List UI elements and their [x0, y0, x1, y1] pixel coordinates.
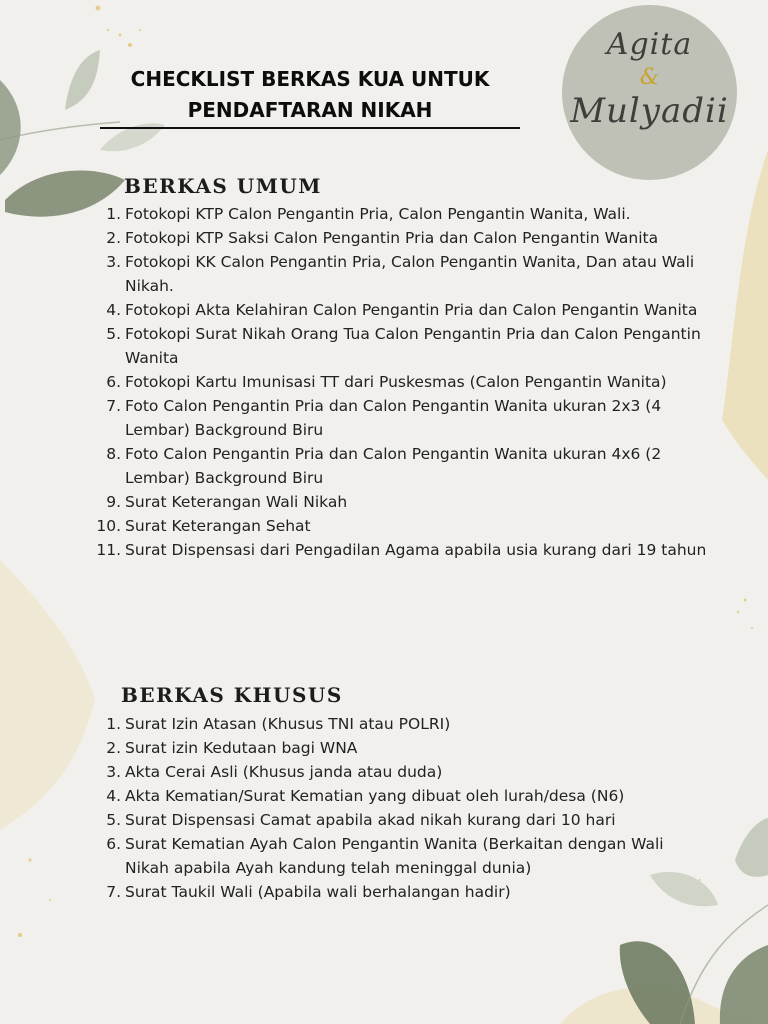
list-item [88, 394, 708, 442]
list-item-number: 2. [106, 739, 121, 757]
list-item-number: 6. [106, 835, 121, 853]
list-item-text: Akta Kematian/Surat Kematian yang dibuat oleh lurah/desa (N6) [125, 787, 625, 805]
list-item-text: Surat Dispensasi Camat apabila akad nikah kurang dari 10 hari [125, 811, 616, 829]
gold-wash-right [722, 150, 768, 480]
list-item-number: 8. [106, 445, 121, 463]
leaf-bottom-right-4 [735, 818, 768, 877]
section-heading-berkas-umum: BERKAS UMUM [124, 174, 322, 198]
list-item [88, 880, 708, 904]
list-item-number: 7. [106, 397, 121, 415]
list-item-text: Fotokopi Kartu Imunisasi TT dari Puskesmas (Calon Pengantin Wanita) [125, 373, 667, 391]
list-item-number: 5. [106, 325, 121, 343]
list-item [88, 784, 708, 808]
list-item-number: 4. [106, 787, 121, 805]
list-item [88, 490, 708, 514]
berkas-umum-list [88, 202, 708, 562]
title-line-1: CHECKLIST BERKAS KUA UNTUK [130, 67, 490, 91]
list-item-number: 5. [106, 811, 121, 829]
list-item-number: 10. [96, 517, 121, 535]
list-item [88, 832, 708, 880]
list-item-text: Fotokopi KTP Saksi Calon Pengantin Pria dan Calon Pengantin Wanita [125, 229, 659, 247]
list-item [88, 370, 708, 394]
list-item-text: Surat izin Kedutaan bagi WNA [125, 739, 358, 757]
list-item-text: Surat Kematian Ayah Calon Pengantin Wanita (Berkaitan dengan Wali Nikah apabila Ayah kandung telah meninggal dunia) [125, 835, 664, 877]
list-item [88, 712, 708, 736]
list-item-text: Foto Calon Pengantin Pria dan Calon Pengantin Wanita ukuran 4x6 (2 Lembar) Background Biru [125, 445, 662, 487]
list-item-text: Surat Izin Atasan (Khusus TNI atau POLRI) [125, 715, 451, 733]
list-item-number: 1. [106, 715, 121, 733]
leaf-bottom-right-2 [720, 945, 768, 1024]
list-item-text: Fotokopi KK Calon Pengantin Pria, Calon Pengantin Wanita, Dan atau Wali Nikah. [125, 253, 695, 295]
title-underline [100, 127, 520, 129]
list-item-text: Surat Keterangan Sehat [125, 517, 311, 535]
list-item-text: Surat Taukil Wali (Apabila wali berhalangan hadir) [125, 883, 511, 901]
list-item [88, 442, 708, 490]
list-item-text: Fotokopi Surat Nikah Orang Tua Calon Pengantin Pria dan Calon Pengantin Wanita [125, 325, 701, 367]
page-title [100, 64, 520, 126]
list-item-number: 2. [106, 229, 121, 247]
list-item-text: Fotokopi Akta Kelahiran Calon Pengantin Pria dan Calon Pengantin Wanita [125, 301, 698, 319]
list-item-number: 9. [106, 493, 121, 511]
list-item [88, 736, 708, 760]
list-item [88, 202, 708, 226]
list-item-number: 11. [96, 541, 121, 559]
list-item-number: 7. [106, 883, 121, 901]
monogram-name-2: Mulyadii [570, 91, 729, 131]
leaf-top-left-1 [0, 80, 21, 175]
list-item [88, 226, 708, 250]
monogram-badge [562, 5, 737, 180]
list-item-number: 4. [106, 301, 121, 319]
list-item-text: Surat Dispensasi dari Pengadilan Agama apabila usia kurang dari 19 tahun [125, 541, 707, 559]
title-line-2: PENDAFTARAN NIKAH [187, 98, 433, 122]
list-item-number: 3. [106, 253, 121, 271]
leaf-top-left-3 [65, 50, 100, 110]
monogram-name-1: Agita [606, 27, 693, 62]
list-item-number: 6. [106, 373, 121, 391]
berkas-khusus-list [88, 712, 708, 904]
list-item-text: Foto Calon Pengantin Pria dan Calon Pengantin Wanita ukuran 2x3 (4 Lembar) Background Biru [125, 397, 662, 439]
gold-wash-left [0, 560, 95, 830]
list-item [88, 298, 708, 322]
list-item-number: 1. [106, 205, 121, 223]
list-item-number: 3. [106, 763, 121, 781]
list-item [88, 538, 708, 562]
list-item [88, 250, 708, 298]
monogram-ampersand: & [639, 65, 660, 90]
list-item [88, 808, 708, 832]
list-item-text: Surat Keterangan Wali Nikah [125, 493, 348, 511]
list-item-text: Akta Cerai Asli (Khusus janda atau duda) [125, 763, 443, 781]
list-item [88, 514, 708, 538]
list-item [88, 760, 708, 784]
list-item [88, 322, 708, 370]
list-item-text: Fotokopi KTP Calon Pengantin Pria, Calon Pengantin Wanita, Wali. [125, 205, 631, 223]
section-heading-berkas-khusus: BERKAS KHUSUS [121, 683, 343, 707]
